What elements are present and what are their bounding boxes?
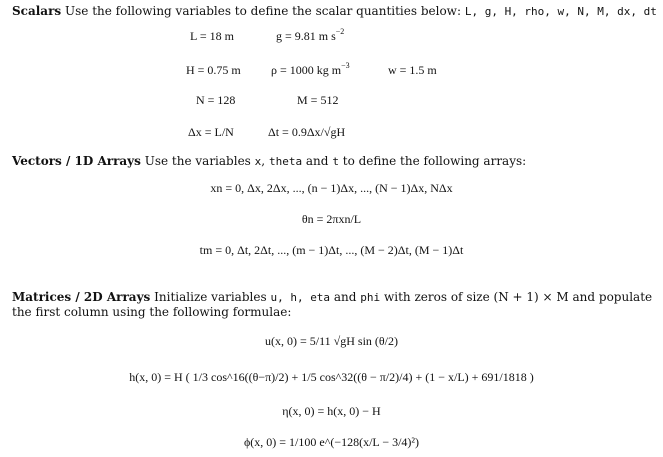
eq-g: g = 9.81 m $s^{-2}$ [276, 27, 345, 43]
eq-eta-init: η(x, 0) = h(x, 0) − H [282, 404, 381, 418]
scalars-var-list: L, g, H, rho, w, N, M, dx, dt [464, 5, 657, 18]
vectors-intro-line: Vectors / 1D Arrays Use the variables x, theta and t to define the following arrays: [12, 154, 527, 168]
vectors-heading: Vectors / 1D Arrays [12, 154, 141, 168]
scalars-intro: Use the following variables to define the scalar quantities below: [65, 4, 461, 18]
scalars-heading: Scalars [12, 4, 62, 18]
eq-H: H = 0.75 m [186, 63, 241, 77]
eq-u-init: u(x, 0) = 5/11 √gH sin (θ/2) [265, 334, 398, 348]
eq-L: L = 18 m [190, 29, 234, 43]
matrices-intro-line-2: the first column using the following formulae: [12, 305, 292, 319]
eq-theta-array: θn = 2πxn/L [301, 212, 362, 226]
eq-N: N = 128 [196, 93, 236, 107]
eq-w: w = 1.5 m [388, 63, 437, 77]
eq-M: M = 512 [297, 93, 339, 107]
eq-phi-init: ϕ(x, 0) = 1/100 e^(−128(x/L − 3/4)²) [243, 435, 420, 449]
eq-rho: ρ = 1000 kg $m^{-3}$ [271, 61, 350, 77]
scalars-intro-line [12, 3, 657, 20]
eq-h-init: h(x, 0) = H ( 1/3 cos^16((θ−π)/2) + 1/5 cos^32((θ − π/2)/4) + (1 − x/L) + 691/1818 ) [129, 370, 534, 384]
eq-t-array: tm = 0, Δt, 2Δt, ..., (m − 1)Δt, ..., (M − 2)Δt, (M − 1)Δt [199, 243, 464, 257]
eq-dt: Δt = 0.9Δx/√gH [268, 125, 346, 139]
eq-x-array: xn = 0, Δx, 2Δx, ..., (n − 1)Δx, ..., (N − 1)Δx, NΔx [210, 181, 453, 195]
matrices-intro-line: Matrices / 2D Arrays Initialize variables u, h, eta and phi with zeros of size (N + 1) × M and populate [12, 290, 653, 304]
eq-dx: Δx = L/N [188, 125, 234, 139]
matrices-heading: Matrices / 2D Arrays [12, 290, 151, 304]
